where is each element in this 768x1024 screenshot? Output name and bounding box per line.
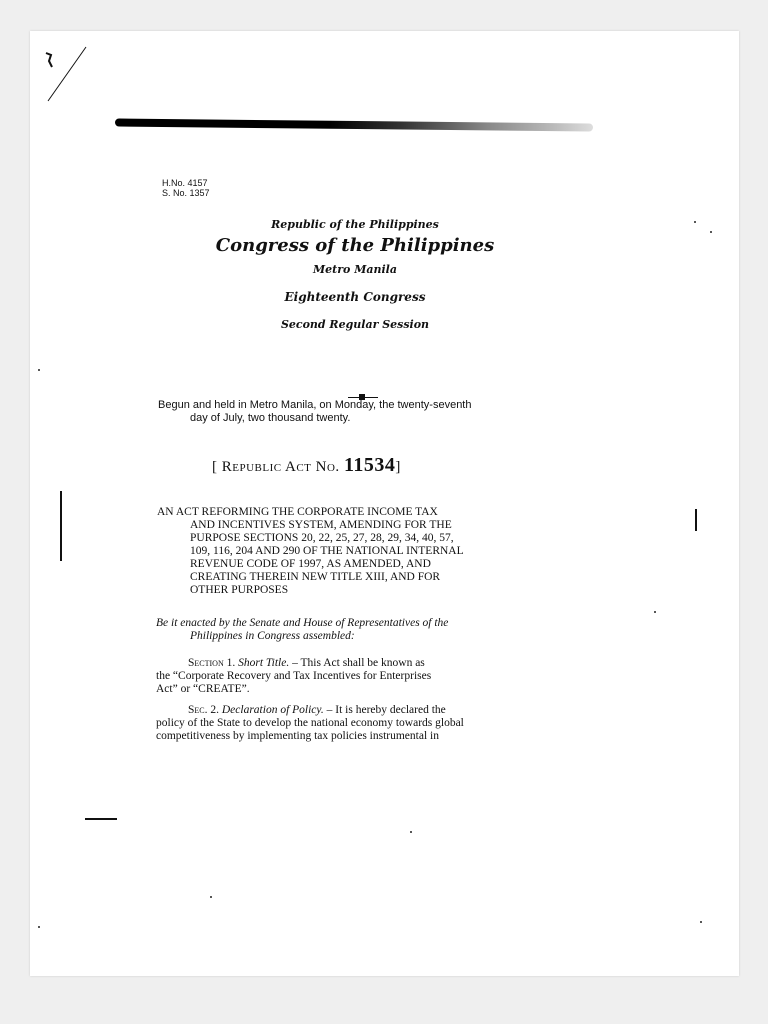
congress-number-heading: Eighteenth Congress	[284, 290, 426, 304]
enacting-line-1: Be it enacted by the Senate and House of Representatives of the	[156, 617, 449, 629]
section-2-line-1	[188, 704, 446, 717]
scan-mark-graphic	[42, 45, 102, 105]
section-2-line-3: competitiveness by implementing tax policies instrumental in	[156, 730, 439, 742]
speck	[38, 926, 40, 928]
section-1-text-1: – This Act shall be known as	[289, 657, 425, 669]
republic-act-heading	[212, 454, 401, 477]
section-2-text-1: – It is hereby declared the	[323, 704, 446, 716]
republic-heading: Republic of the Philippines	[271, 218, 439, 231]
title-line-1: AN ACT REFORMING THE CORPORATE INCOME TAX	[157, 506, 438, 518]
speck	[38, 369, 40, 371]
section-2-label: Sec. 2.	[188, 704, 219, 716]
speck	[210, 896, 212, 898]
title-line-2: AND INCENTIVES SYSTEM, AMENDING FOR THE	[190, 519, 452, 531]
speck	[654, 611, 656, 613]
speck	[710, 231, 712, 233]
bracket-close: ]	[395, 459, 401, 475]
session-heading: Second Regular Session	[280, 318, 430, 331]
document-page	[30, 31, 739, 976]
speck	[694, 221, 696, 223]
section-2-line-2: policy of the State to develop the national economy towards global	[156, 717, 464, 729]
section-1-label: Section 1.	[188, 657, 236, 669]
section-1-line-1	[188, 657, 425, 670]
speck	[700, 921, 702, 923]
republic-act-number: 11534	[343, 454, 396, 476]
begun-line-2: day of July, two thousand twenty.	[190, 412, 351, 424]
section-1-line-3: Act” or “CREATE”.	[156, 683, 250, 695]
scan-edge-mark-right	[695, 509, 697, 531]
header-rule	[115, 118, 593, 131]
section-1-heading: Short Title.	[238, 657, 290, 669]
congress-heading: Congress of the Philippines	[215, 235, 495, 256]
speck	[410, 831, 412, 833]
scan-edge-mark-left	[60, 491, 62, 561]
bill-number-senate: S. No. 1357	[162, 188, 210, 198]
begun-line-1: Begun and held in Metro Manila, on Monday, the twenty-seventh	[158, 399, 472, 411]
title-line-5: REVENUE CODE OF 1997, AS AMENDED, AND	[190, 558, 431, 570]
title-line-4: 109, 116, 204 AND 290 OF THE NATIONAL INTERNAL	[190, 545, 464, 557]
republic-act-label: Republic Act No.	[221, 459, 340, 475]
title-line-6: CREATING THEREIN NEW TITLE XIII, AND FOR	[190, 571, 441, 583]
bill-number-house: H.No. 4157	[162, 178, 208, 188]
bracket-open: [	[212, 459, 218, 475]
scan-mark-small	[85, 818, 117, 820]
title-line-7: OTHER PURPOSES	[190, 584, 289, 596]
location-heading: Metro Manila	[312, 263, 397, 276]
enacting-line-2: Philippines in Congress assembled:	[190, 630, 355, 642]
title-line-3: PURPOSE SECTIONS 20, 22, 25, 27, 28, 29, 34, 40, 57,	[190, 532, 454, 544]
section-1-line-2: the “Corporate Recovery and Tax Incentives for Enterprises	[156, 670, 432, 682]
section-2-heading: Declaration of Policy.	[221, 704, 324, 716]
